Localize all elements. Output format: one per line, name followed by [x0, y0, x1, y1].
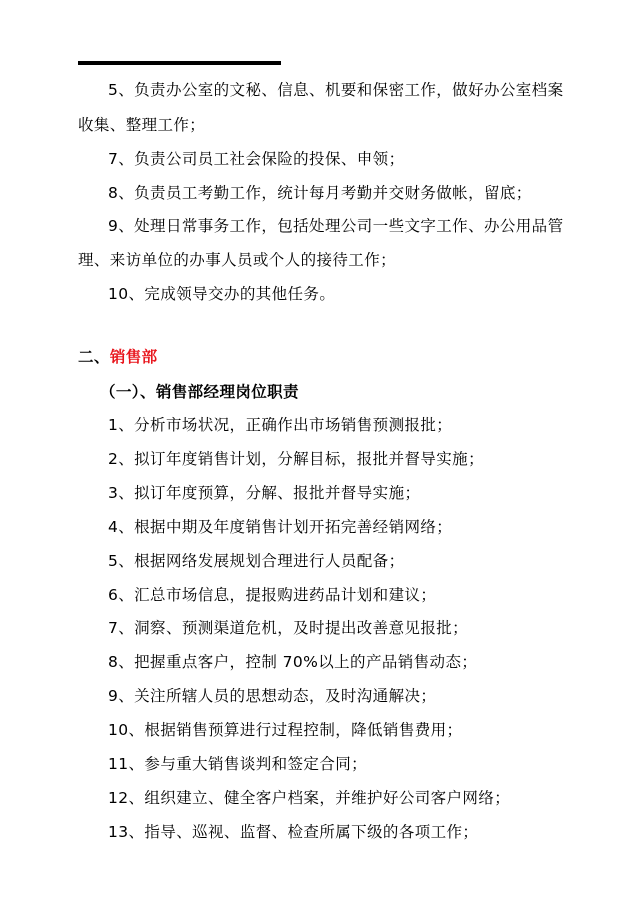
- admin-item-7: 7、负责公司员工社会保险的投保、申领；: [108, 150, 405, 168]
- duty-item: 6、汇总市场信息，提报购进药品计划和建议；: [108, 586, 437, 604]
- section-title: 销售部: [109, 348, 158, 366]
- duty-item: 3、拟订年度预算，分解、报批并督导实施；: [108, 484, 421, 502]
- duty-item: 4、根据中期及年度销售计划开拓完善经销网络；: [108, 518, 453, 536]
- section-heading-sales: [78, 347, 158, 367]
- duty-item: 8、把握重点客户，控制 70%以上的产品销售动态；: [108, 653, 478, 671]
- duty-item: 7、洞察、预测渠道危机，及时提出改善意见报批；: [108, 619, 469, 637]
- duty-item: 2、拟订年度销售计划，分解目标，报批并督导实施；: [108, 450, 484, 468]
- admin-item-8: 8、负责员工考勤工作，统计每月考勤并交财务做帐，留底；: [108, 184, 532, 202]
- duty-item: 9、关注所辖人员的思想动态，及时沟通解决；: [108, 687, 437, 705]
- admin-item-5-line-2: 收集、整理工作；: [78, 116, 206, 134]
- duty-item: 11、参与重大销售谈判和签定合同；: [108, 755, 368, 773]
- duty-item: 5、根据网络发展规划合理进行人员配备；: [108, 552, 405, 570]
- admin-item-9-line-2: 理、来访单位的办事人员或个人的接待工作；: [78, 251, 397, 269]
- admin-item-5-line-1: 5、负责办公室的文秘、信息、机要和保密工作，做好办公室档案: [108, 81, 564, 99]
- admin-item-10: 10、完成领导交办的其他任务。: [108, 285, 336, 303]
- duty-item: 13、指导、巡视、监督、检查所属下级的各项工作；: [108, 823, 479, 841]
- duty-item: 12、组织建立、健全客户档案，并维护好公司客户网络；: [108, 789, 511, 807]
- top-rule: [78, 61, 281, 65]
- admin-item-9-line-1: 9、处理日常事务工作，包括处理公司一些文字工作、办公用品管: [108, 217, 564, 235]
- duty-item: 10、根据销售预算进行过程控制，降低销售费用；: [108, 721, 463, 739]
- duty-item: 1、分析市场状况，正确作出市场销售预测报批；: [108, 416, 453, 434]
- sub-heading-sales-manager: （一）、销售部经理岗位职责: [100, 383, 299, 401]
- section-number: 二、: [78, 348, 110, 366]
